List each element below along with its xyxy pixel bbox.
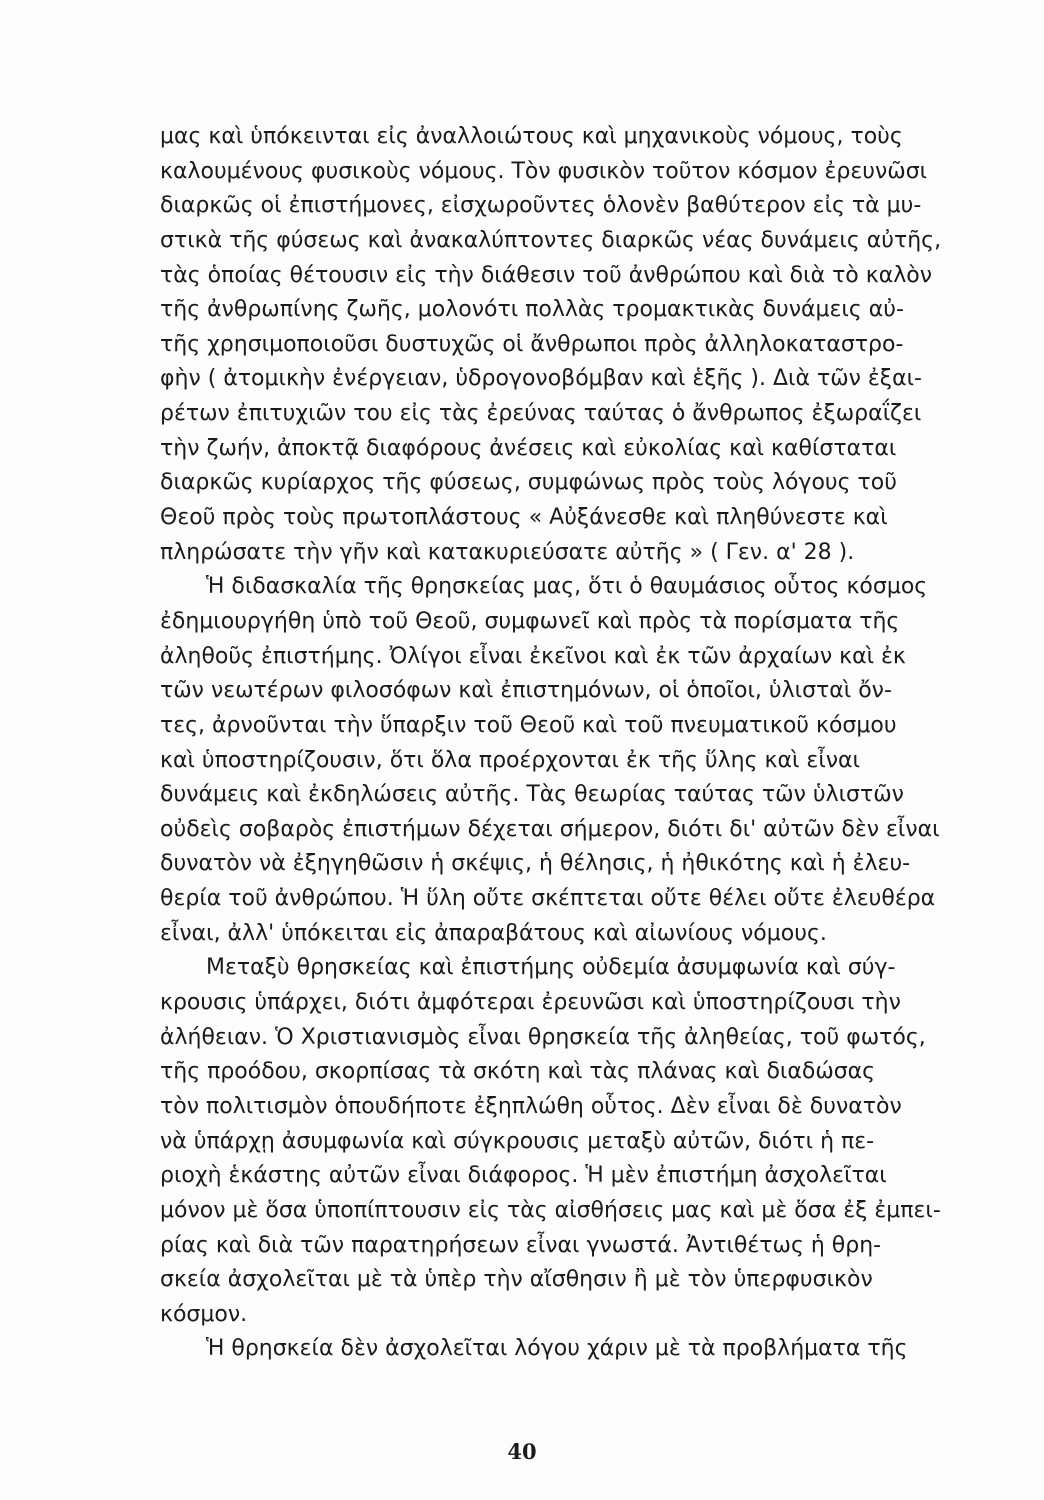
text-line: τῶν νεωτέρων φιλοσόφων καὶ ἐπιστημόνων, οἱ ὁποῖοι, ὑλισταὶ ὄν- xyxy=(160,678,892,704)
text-line: εἶναι, ἀλλ' ὑπόκειται εἰς ἀπαραβάτους καὶ αἰωνίους νόμους. xyxy=(160,920,827,946)
text-line: φὴν ( ἀτομικὴν ἐνέργειαν, ὑδρογονοβόμβαν καὶ ἑξῆς ). Διὰ τῶν ἐξαι- xyxy=(160,366,922,392)
text-line: τῆς χρησιμοποιοῦσι δυστυχῶς οἱ ἄνθρωποι πρὸς ἀλληλοκαταστρο- xyxy=(160,331,904,357)
text-line: ριοχὴ ἑκάστης αὐτῶν εἶναι διάφορος. Ἡ μὲν ἐπιστήμη ἀσχολεῖται xyxy=(160,1163,887,1189)
text-line: Ἡ διδασκαλία τῆς θρησκείας μας, ὅτι ὁ θαυμάσιος οὗτος κόσμος xyxy=(206,574,928,600)
text-line: πληρώσατε τὴν γῆν καὶ κατακυριεύσατε αὐτῆς » ( Γεν. α' 28 ). xyxy=(160,539,855,565)
text-line: τες, ἀρνοῦνται τὴν ὕπαρξιν τοῦ Θεοῦ καὶ τοῦ πνευματικοῦ κόσμου xyxy=(160,712,897,738)
text-line: καλουμένους φυσικοὺς νόμους. Τὸν φυσικὸν τοῦτον κόσμον ἐρευνῶσι xyxy=(160,158,928,184)
text-line: διαρκῶς οἱ ἐπιστήμονες, εἰσχωροῦντες ὁλονὲν βαθύτερον εἰς τὰ μυ- xyxy=(160,193,922,219)
text-line: ἀληθοῦς ἐπιστήμης. Ὀλίγοι εἶναι ἐκεῖνοι καὶ ἐκ τῶν ἀρχαίων καὶ ἐκ xyxy=(160,643,906,669)
text-line: στικὰ τῆς φύσεως καὶ ἀνακαλύπτοντες διαρκῶς νέας δυνάμεις αὐτῆς, xyxy=(160,227,942,253)
text-line: δυνάμεις καὶ ἐκδηλώσεις αὐτῆς. Τὰς θεωρίας ταύτας τῶν ὑλιστῶν xyxy=(160,782,904,808)
text-line: Μεταξὺ θρησκείας καὶ ἐπιστήμης οὐδεμία ἀσυμφωνία καὶ σύγ- xyxy=(206,955,896,981)
text-line: ρέτων ἐπιτυχιῶν του εἰς τὰς ἐρεύνας ταύτας ὁ ἄνθρωπος ἐξωραΐζει xyxy=(160,401,922,427)
text-line: Θεοῦ πρὸς τοὺς πρωτοπλάστους « Αὐξάνεσθε καὶ πληθύνεστε καὶ xyxy=(160,505,888,531)
text-line: σκεία ἀσχολεῖται μὲ τὰ ὑπὲρ τὴν αἴσθησιν ἢ μὲ τὸν ὑπερφυσικὸν xyxy=(160,1267,873,1293)
text-line: τὴν ζωήν, ἀποκτᾷ διαφόρους ἀνέσεις καὶ εὐκολίας καὶ καθίσταται xyxy=(160,435,897,461)
text-line: μας καὶ ὑπόκεινται εἰς ἀναλλοιώτους καὶ μηχανικοὺς νόμους, τοὺς xyxy=(160,124,903,149)
text-line: δυνατὸν νὰ ἐξηγηθῶσιν ἡ σκέψις, ἡ θέλησις, ἡ ἠθικότης καὶ ἡ ἐλευ- xyxy=(160,851,911,877)
text-line: τῆς προόδου, σκορπίσας τὰ σκότη καὶ τὰς πλάνας καὶ διαδώσας xyxy=(160,1059,876,1085)
text-line: τὸν πολιτισμὸν ὁπουδήποτε ἐξηπλώθη οὗτος. Δὲν εἶναι δὲ δυνατὸν xyxy=(160,1093,902,1119)
text-line: μόνον μὲ ὅσα ὑποπίπτουσιν εἰς τὰς αἰσθήσεις μας καὶ μὲ ὅσα ἐξ ἐμπει- xyxy=(160,1197,941,1223)
body-text xyxy=(160,120,1038,1367)
text-line: ἐδημιουργήθη ὑπὸ τοῦ Θεοῦ, συμφωνεῖ καὶ πρὸς τὰ πορίσματα τῆς xyxy=(160,608,900,634)
text-line: θερία τοῦ ἀνθρώπου. Ἡ ὕλη οὔτε σκέπτεται οὔτε θέλει οὔτε ἐλευθέρα xyxy=(160,886,936,912)
text-line: ἀλήθειαν. Ὁ Χριστιανισμὸς εἶναι θρησκεία τῆς ἀληθείας, τοῦ φωτός, xyxy=(160,1024,926,1050)
text-line: οὐδεὶς σοβαρὸς ἐπιστήμων δέχεται σήμερον, διότι δι' αὐτῶν δὲν εἶναι xyxy=(160,816,940,842)
text-line: διαρκῶς κυρίαρχος τῆς φύσεως, συμφώνως πρὸς τοὺς λόγους τοῦ xyxy=(160,470,897,496)
text-line: Ἡ θρησκεία δὲν ἀσχολεῖται λόγου χάριν μὲ τὰ προβλήματα τῆς xyxy=(206,1336,908,1362)
text-line: κρουσις ὑπάρχει, διότι ἀμφότεραι ἐρευνῶσι καὶ ὑποστηρίζουσι τὴν xyxy=(160,990,901,1016)
text-line: κόσμον. xyxy=(160,1301,248,1327)
text-line: τῆς ἀνθρωπίνης ζωῆς, μολονότι πολλὰς τρομακτικὰς δυνάμεις αὐ- xyxy=(160,297,904,323)
text-line: ρίας καὶ διὰ τῶν παρατηρήσεων εἶναι γνωστά. Ἀντιθέτως ἡ θρη- xyxy=(160,1232,882,1258)
text-line: καὶ ὑποστηρίζουσιν, ὅτι ὅλα προέρχονται ἐκ τῆς ὕλης καὶ εἶναι xyxy=(160,747,861,773)
text-line: τὰς ὁποίας θέτουσιν εἰς τὴν διάθεσιν τοῦ ἀνθρώπου καὶ διὰ τὸ καλὸν xyxy=(160,262,932,288)
page-number: 40 xyxy=(507,1439,537,1464)
text-line: νὰ ὑπάρχῃ ἀσυμφωνία καὶ σύγκρουσις μεταξὺ αὐτῶν, διότι ἡ πε- xyxy=(160,1128,875,1154)
